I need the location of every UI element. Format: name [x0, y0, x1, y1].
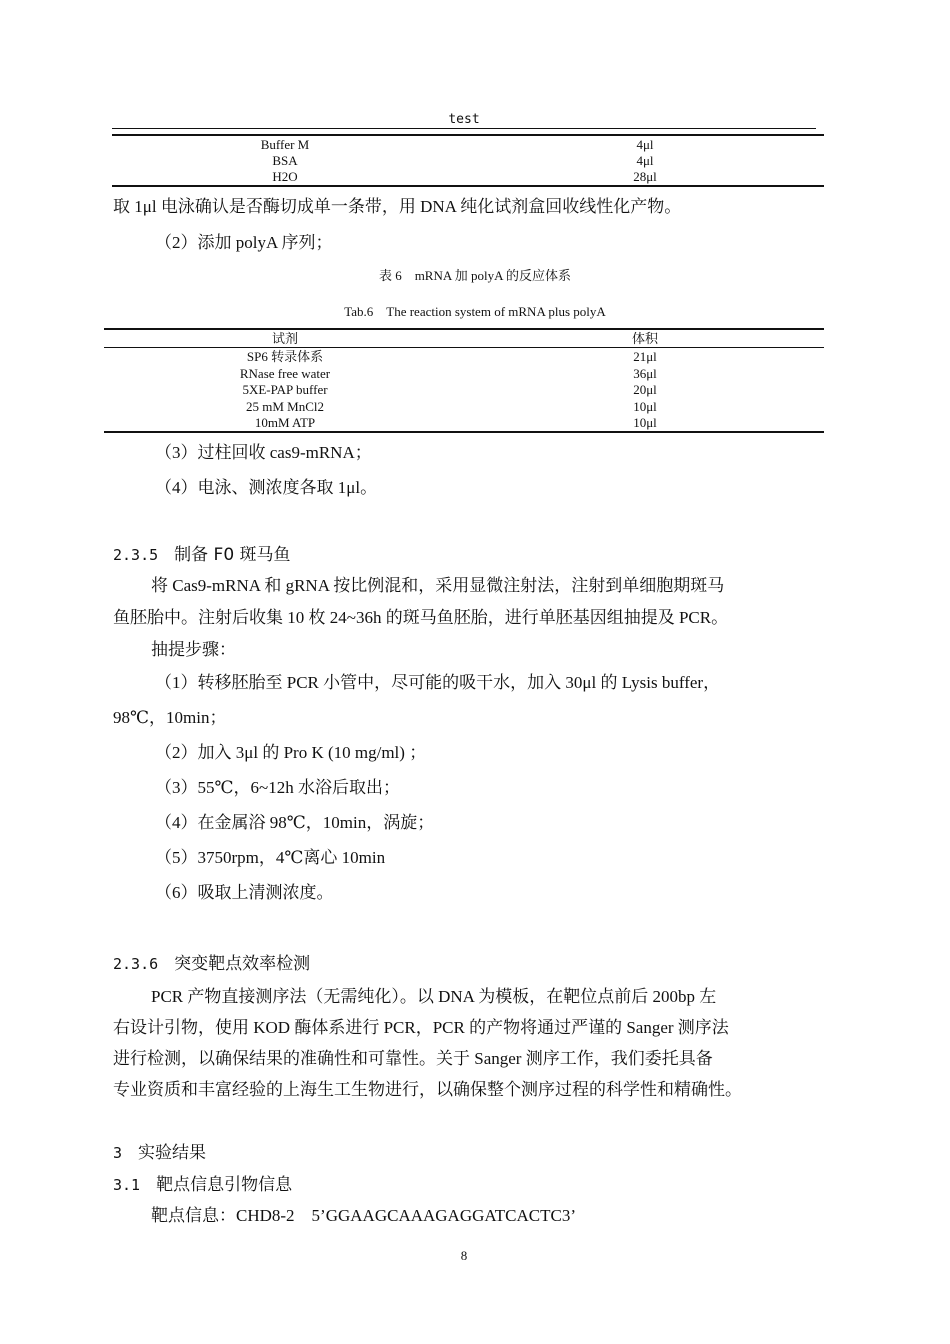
table-row: 36μl	[633, 366, 657, 381]
table-row: SP6 转录体系	[246, 349, 324, 364]
table-6-bottom-rule	[104, 431, 824, 433]
table-a-title: test	[448, 112, 480, 127]
paragraph: 取 1μl 电泳确认是否酶切成单一条带，用 DNA 纯化试剂盒回收线性化产物。	[113, 197, 682, 216]
table-row: BSA	[272, 153, 298, 168]
paragraph: PCR 产物直接测序法（无需纯化）。以 DNA 为模板，在靶位点前后 200bp 左	[151, 987, 717, 1006]
section-title: 靶点信息引物信息	[156, 1175, 293, 1195]
table-row: H2O	[272, 169, 298, 184]
table-a-top-rule-thick	[112, 134, 824, 136]
section-title: 实验结果	[138, 1143, 207, 1163]
step-item: （6）吸取上清测浓度。	[155, 883, 334, 902]
table-row: 10mM ATP	[254, 415, 316, 430]
paragraph: 鱼胚胎中。注射后收集 10 枚 24~36h 的斑马鱼胚胎，进行单胚基因组抽提及 PCR。	[113, 608, 729, 627]
paragraph: 靶点信息：CHD8-2 5’GGAAGCAAAGAGGATCACTC3’	[151, 1206, 576, 1225]
table-row: 4μl	[636, 153, 654, 168]
table-6-caption-en: Tab.6 The reaction system of mRNA plus polyA	[344, 304, 606, 319]
paragraph: 将 Cas9-mRNA 和 gRNA 按比例混和，采用显微注射法，注射到单细胞期斑马	[151, 576, 725, 595]
step-item: （4）电泳、测浓度各取 1μl。	[155, 478, 378, 497]
table-row: 10μl	[633, 415, 657, 430]
step-item: （4）在金属浴 98℃，10min，涡旋；	[155, 813, 435, 832]
section-title: 制备 F0 斑马鱼	[174, 545, 291, 565]
table-row: RNase free water	[239, 366, 331, 381]
section-title: 突变靶点效率检测	[174, 954, 311, 974]
paragraph: 专业资质和丰富经验的上海生工生物进行，以确保整个测序过程的科学性和精确性。	[113, 1080, 742, 1099]
step-item: 98℃，10min；	[113, 708, 227, 727]
table-a-top-rule	[112, 128, 816, 129]
section-number: 3	[113, 1144, 123, 1162]
section-number: 2.3.5	[113, 546, 159, 564]
table-header-volume: 体积	[631, 331, 658, 346]
step-item: （2）加入 3μl 的 Pro K (10 mg/ml) ；	[155, 743, 427, 762]
paragraph: 进行检测，以确保结果的准确性和可靠性。关于 Sanger 测序工作，我们委托具备	[113, 1049, 713, 1068]
table-row: 5XE-PAP buffer	[242, 382, 328, 397]
step-item: （2）添加 polyA 序列；	[155, 233, 333, 252]
table-row: 25 mM MnCl2	[245, 399, 324, 414]
table-row: 4μl	[636, 137, 654, 152]
section-number: 3.1	[113, 1176, 141, 1194]
step-item: （3）过柱回收 cas9-mRNA；	[155, 443, 372, 462]
table-row: 21μl	[633, 349, 657, 364]
page-number: 8	[460, 1248, 468, 1263]
section-heading	[113, 544, 291, 566]
table-row: 10μl	[633, 399, 657, 414]
table-row: 28μl	[633, 169, 657, 184]
table-6-top-rule	[104, 328, 824, 330]
table-a-bottom-rule	[112, 185, 824, 187]
step-item: （1）转移胚胎至 PCR 小管中，尽可能的吸干水，加入 30μl 的 Lysis buffer，	[155, 673, 721, 692]
step-item: （3）55℃，6~12h 水浴后取出；	[155, 778, 400, 797]
table-6-header-rule	[104, 347, 824, 348]
table-header-reagent: 试剂	[271, 331, 298, 346]
paragraph: 抽提步骤：	[151, 640, 236, 659]
section-heading	[113, 953, 310, 975]
step-item: （5）3750rpm，4℃离心 10min	[155, 848, 386, 867]
section-number: 2.3.6	[113, 955, 159, 973]
paragraph: 右设计引物，使用 KOD 酶体系进行 PCR，PCR 的产物将通过严谨的 Sanger 测序法	[113, 1018, 729, 1037]
section-heading	[113, 1142, 206, 1164]
table-6-caption-cn: 表 6 mRNA 加 polyA 的反应体系	[378, 268, 572, 283]
section-heading	[113, 1174, 292, 1196]
table-row: Buffer M	[260, 137, 310, 152]
table-row: 20μl	[633, 382, 657, 397]
